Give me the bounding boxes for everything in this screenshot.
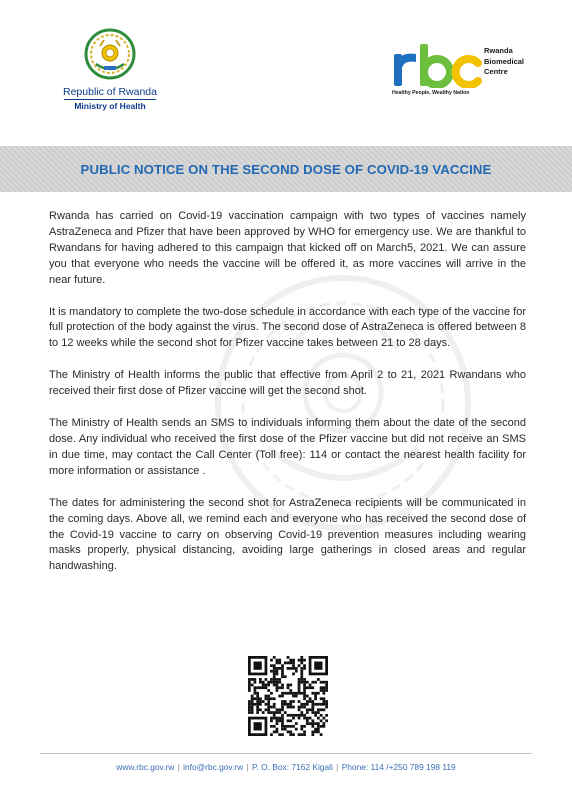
paragraph-sms-notification: The Ministry of Health sends an SMS to individuals informing them about the date of the second dose. Any individual who received the first dose of the Pfizer vaccine but did not receive an SMS in due time, may contact the Call Center (Toll free): 114 or contact the nearest health facility for more information or assistance . bbox=[49, 417, 526, 477]
rwanda-coat-of-arms-icon bbox=[82, 26, 138, 82]
rbc-name-line: Rwanda bbox=[484, 46, 513, 55]
ministry-country: Republic of Rwanda bbox=[63, 86, 157, 98]
ministry-name: Ministry of Health bbox=[74, 101, 146, 111]
paragraph-astrazeneca-prevention: The dates for administering the second shot for AstraZeneca recipients will be communicated in the coming days. Above all, we remind each and everyone who has received the second dose of the Covid-19 vaccine to carry on observing Covid-19 prevention measures including wearing masks properly, physical distancing, avoiding large gatherings in closed areas and regular handwashing. bbox=[49, 496, 526, 573]
qr-code-icon[interactable] bbox=[248, 656, 328, 736]
website-link[interactable]: www.rbc.gov.rw bbox=[116, 762, 175, 772]
footer-divider bbox=[40, 753, 532, 754]
notice-body bbox=[49, 209, 526, 591]
ministry-logo bbox=[60, 26, 160, 112]
email-link[interactable]: info@rbc.gov.rw bbox=[183, 762, 244, 772]
page-title: PUBLIC NOTICE ON THE SECOND DOSE OF COVID-19 VACCINE bbox=[80, 162, 492, 177]
rbc-tagline: Healthy People, Wealthy Nation bbox=[392, 90, 470, 96]
rbc-name-line: Biomedical bbox=[484, 56, 525, 66]
rbc-logo-icon bbox=[392, 44, 482, 88]
paragraph-pfizer-second-dose: The Ministry of Health informs the public that effective from April 2 to 21, 2021 Rwandans who received their first dose of Pfizer vaccine will get the second shot. bbox=[49, 369, 526, 398]
footer-separator: | bbox=[336, 762, 339, 772]
paragraph-two-dose-schedule: It is mandatory to complete the two-dose schedule in accordance with each type of the vaccine for full protection of the body against the virus. The second dose of AstraZeneca is offered between 8 to 12 weeks while the second shot for Pfizer vaccine takes between 21 to 28 days. bbox=[49, 305, 526, 350]
footer-separator: | bbox=[246, 762, 249, 772]
rbc-name bbox=[484, 46, 524, 78]
po-box: P. O. Box: 7162 Kigali bbox=[251, 762, 333, 772]
phone-number: Phone: 114 /+250 789 198 119 bbox=[341, 762, 456, 772]
ministry-divider bbox=[64, 99, 156, 100]
paragraph-vaccination-campaign: Rwanda has carried on Covid-19 vaccination campaign with two types of vaccines namely AstraZeneca and Pfizer that have been approved by WHO for emergency use. We are thankful to Rwandans for having adhered to this campaign that kicked off on March5, 2021. We can assure you that everyone who needs the vaccine will be offered it, as more vaccines will arrive in the near future. bbox=[49, 210, 526, 286]
footer-contact bbox=[0, 762, 572, 772]
rbc-name-line: Centre bbox=[484, 67, 508, 76]
footer-separator: | bbox=[177, 762, 180, 772]
rbc-logo bbox=[392, 44, 532, 100]
